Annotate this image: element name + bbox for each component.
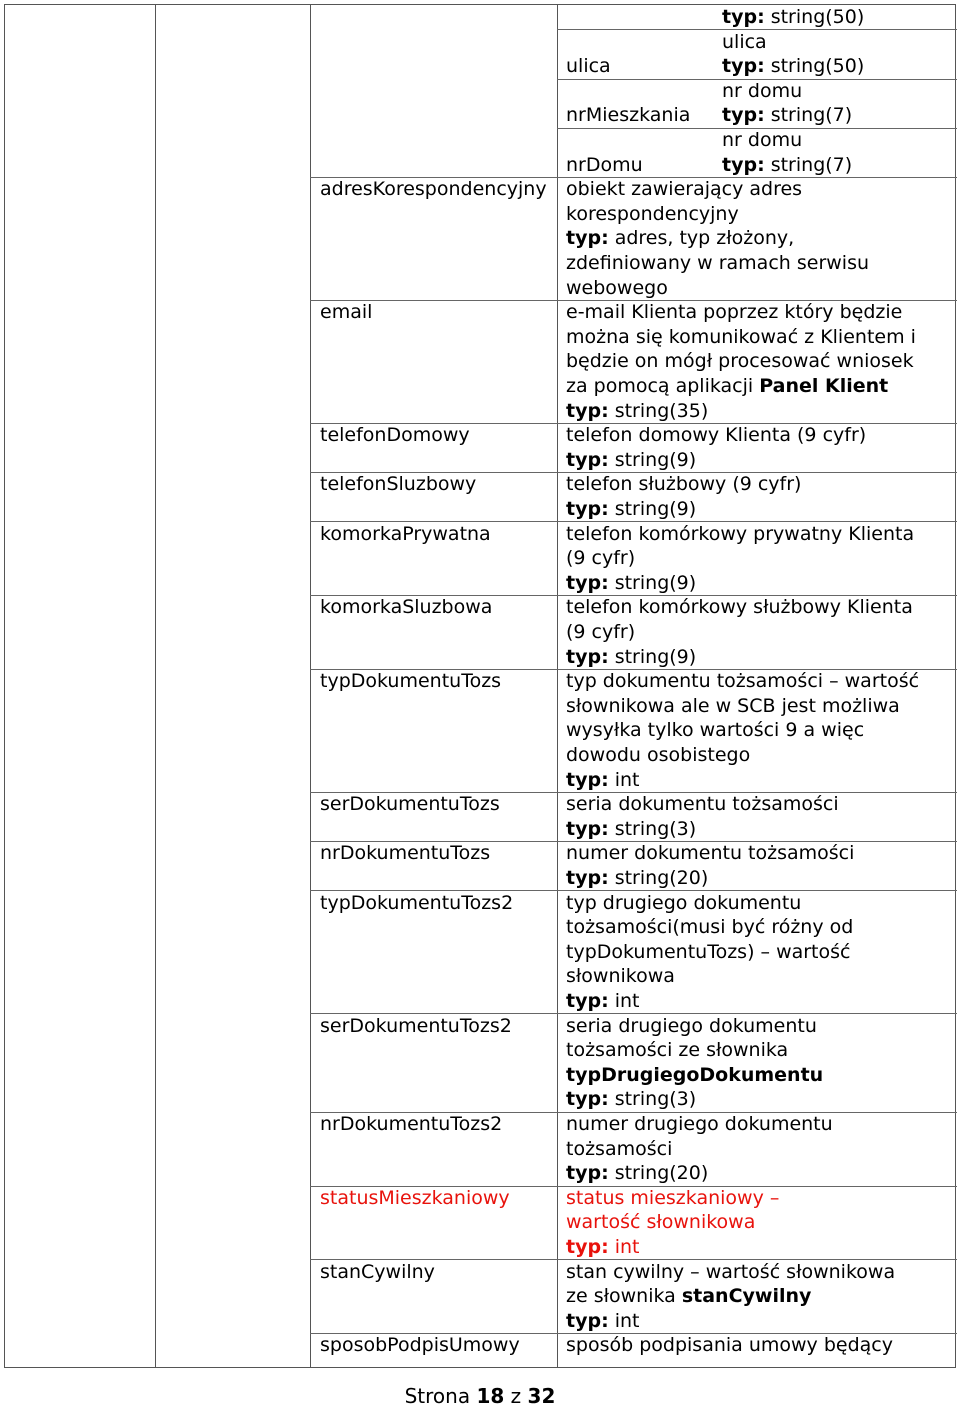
- field-description-line: [566, 620, 635, 645]
- field-description-line: [566, 694, 900, 719]
- text: string(9): [608, 571, 697, 594]
- field-name: komorkaSluzbowa: [320, 596, 493, 619]
- subfield-description-line: [722, 153, 852, 178]
- field-description-line: [566, 964, 675, 989]
- field-name: nrDokumentuTozs: [320, 842, 491, 865]
- text: będzie on mógł procesować wniosek: [566, 350, 914, 373]
- bold-text: typ:: [566, 990, 609, 1012]
- bold-text: typ:: [566, 399, 609, 422]
- text: wysyłka tylko wartości 9 a więc: [566, 719, 865, 742]
- field-description-line: [566, 989, 639, 1014]
- text: zdefiniowany w ramach serwisu: [566, 252, 870, 274]
- subfield-description-line: [722, 5, 864, 30]
- field-description-line: [566, 448, 696, 473]
- text: string(9): [608, 645, 697, 668]
- text: tożsamości(musi być różny od: [566, 916, 854, 939]
- footer-sep: z: [504, 1384, 528, 1408]
- page-footer: [0, 1384, 960, 1408]
- bold-text: typ:: [566, 867, 609, 889]
- field-description-line: [566, 423, 866, 448]
- text: tożsamości ze słownika: [566, 1039, 789, 1062]
- text: int: [608, 1309, 640, 1332]
- text: nr domu: [722, 79, 803, 102]
- field-name: email: [320, 301, 373, 324]
- text: seria drugiego dokumentu: [566, 1014, 817, 1037]
- text: sposób podpisania umowy będący: [566, 1334, 893, 1357]
- field-description-line: [566, 202, 739, 227]
- text: telefon domowy Klienta (9 cyfr): [566, 424, 867, 447]
- text: status mieszkaniowy –: [566, 1186, 780, 1209]
- bold-text: typ:: [722, 55, 765, 78]
- text: typ drugiego dokumentu: [566, 891, 802, 914]
- bold-text: typ:: [566, 498, 609, 520]
- field-name: adresKorespondencyjny: [320, 178, 547, 201]
- field-name: telefonSluzbowy: [320, 473, 477, 496]
- text: telefon komórkowy prywatny Klienta: [566, 522, 915, 545]
- field-description-line: [566, 1161, 708, 1186]
- field-description-line: [566, 546, 635, 571]
- bold-text: stanCywilny: [681, 1285, 812, 1308]
- field-description-line: [566, 866, 708, 891]
- text: string(50): [764, 6, 865, 28]
- footer-prefix: Strona: [404, 1384, 477, 1408]
- field-description-line: [566, 571, 696, 596]
- text: string(9): [608, 498, 697, 520]
- text: telefon komórkowy służbowy Klienta: [566, 596, 913, 619]
- subfield-description-line: [722, 79, 802, 104]
- field-description-line: [566, 325, 916, 350]
- text: ulica: [722, 30, 767, 53]
- field-description-line: [566, 1333, 893, 1358]
- field-description-line: [566, 915, 853, 940]
- text: webowego: [566, 276, 668, 299]
- text: słownikowa ale w SCB jest możliwa: [566, 694, 900, 717]
- text: nr domu: [722, 129, 803, 151]
- text: ze słownika: [566, 1285, 682, 1308]
- field-description-line: [566, 472, 801, 497]
- text: tożsamości: [566, 1137, 673, 1160]
- field-description-line: [566, 841, 854, 866]
- bold-text: typ:: [566, 1309, 609, 1332]
- field-description-line: [566, 792, 839, 817]
- field-description-line: [566, 1038, 788, 1063]
- column-divider: [310, 4, 311, 1368]
- field-description-line: [566, 718, 864, 743]
- text: typ dokumentu tożsamości – wartość: [566, 670, 920, 693]
- column-divider: [557, 4, 558, 1368]
- bold-text: Panel Klient: [759, 375, 889, 397]
- bold-text: typ:: [566, 571, 609, 594]
- text: obiekt zawierający adres: [566, 178, 803, 201]
- field-description-line: [566, 669, 919, 694]
- text: seria dokumentu tożsamości: [566, 793, 839, 816]
- field-name: typDokumentuTozs: [320, 670, 502, 693]
- text: string(20): [608, 867, 709, 889]
- text: telefon służbowy (9 cyfr): [566, 473, 802, 496]
- field-name: nrDokumentuTozs2: [320, 1113, 503, 1135]
- bold-text: typ:: [566, 1236, 609, 1258]
- field-description-line: [566, 497, 696, 522]
- field-name: sposobPodpisUmowy: [320, 1334, 520, 1357]
- current-page: 18: [476, 1384, 505, 1408]
- field-description-line: [566, 349, 914, 374]
- text: string(3): [608, 817, 697, 840]
- subfield-description-line: [722, 54, 864, 79]
- bold-text: typ:: [566, 768, 609, 791]
- bold-text: typDrugiegoDokumentu: [566, 1063, 824, 1086]
- field-name: telefonDomowy: [320, 424, 470, 447]
- bold-text: typ:: [566, 817, 609, 840]
- field-description-line: [566, 940, 850, 965]
- field-description-line: [566, 226, 794, 251]
- field-description-line: [566, 817, 696, 842]
- field-name: serDokumentuTozs: [320, 793, 500, 816]
- text: numer drugiego dokumentu: [566, 1113, 833, 1135]
- text: int: [608, 990, 640, 1012]
- text: string(20): [608, 1162, 709, 1185]
- text: string(50): [764, 55, 865, 78]
- subfield-name: nrDomu: [566, 153, 643, 176]
- field-description-line: [566, 1284, 811, 1309]
- bold-text: typ:: [566, 1088, 609, 1111]
- field-name: typDokumentuTozs2: [320, 891, 514, 914]
- field-description-line: [566, 768, 639, 793]
- text: string(7): [764, 104, 853, 127]
- field-description-line: [566, 645, 696, 670]
- field-description-line: [566, 177, 802, 202]
- text: string(3): [608, 1088, 697, 1111]
- text: numer dokumentu tożsamości: [566, 842, 855, 865]
- field-description-line: [566, 1063, 823, 1088]
- field-description-line: [566, 522, 914, 547]
- bold-text: typ:: [722, 104, 765, 127]
- text: string(9): [608, 448, 697, 471]
- field-description-line: [566, 251, 869, 276]
- field-name: statusMieszkaniowy: [320, 1186, 510, 1209]
- text: e-mail Klienta poprzez który będzie: [566, 301, 903, 324]
- text: (9 cyfr): [566, 621, 636, 643]
- subfield-description-line: [722, 30, 767, 55]
- field-name: serDokumentuTozs2: [320, 1014, 512, 1037]
- field-description-line: [566, 1137, 672, 1162]
- text: string(7): [764, 153, 853, 176]
- text: stan cywilny – wartość słownikowa: [566, 1260, 896, 1283]
- bold-text: typ:: [722, 153, 765, 176]
- text: za pomocą aplikacji: [566, 375, 760, 397]
- field-description-line: [566, 1210, 755, 1235]
- field-description-line: [566, 1235, 639, 1260]
- field-description-line: [566, 399, 708, 424]
- subfield-description-line: [722, 128, 802, 153]
- text: int: [608, 1236, 640, 1258]
- field-description-line: [566, 1186, 779, 1211]
- text: słownikowa: [566, 965, 675, 988]
- column-divider: [155, 4, 156, 1368]
- bold-text: typ:: [722, 6, 765, 28]
- field-description-line: [566, 1309, 639, 1334]
- text: typDokumentuTozs) – wartość: [566, 940, 851, 963]
- total-pages: 32: [527, 1384, 556, 1408]
- field-name: stanCywilny: [320, 1260, 435, 1283]
- subfield-name: ulica: [566, 55, 611, 78]
- bold-text: typ:: [566, 1162, 609, 1185]
- bold-text: typ:: [566, 645, 609, 668]
- field-description-line: [566, 276, 668, 301]
- field-description-line: [566, 300, 902, 325]
- field-description-line: [566, 891, 801, 916]
- field-description-line: [566, 1014, 817, 1039]
- field-name: komorkaPrywatna: [320, 522, 491, 545]
- text: int: [608, 768, 640, 791]
- text: wartość słownikowa: [566, 1211, 756, 1234]
- field-description-line: [566, 1260, 895, 1285]
- text: można się komunikować z Klientem i: [566, 325, 916, 348]
- field-description-line: [566, 743, 750, 768]
- field-description-line: [566, 1087, 696, 1112]
- subfield-description-line: [722, 103, 852, 128]
- subfield-name: nrMieszkania: [566, 104, 691, 127]
- field-description-line: [566, 374, 888, 399]
- text: (9 cyfr): [566, 547, 636, 570]
- bold-text: typ:: [566, 227, 609, 250]
- field-description-line: [566, 595, 913, 620]
- text: dowodu osobistego: [566, 744, 751, 766]
- text: adres, typ złożony,: [608, 227, 795, 250]
- text: korespondencyjny: [566, 202, 739, 225]
- text: string(35): [608, 399, 709, 422]
- field-description-line: [566, 1112, 833, 1137]
- bold-text: typ:: [566, 448, 609, 471]
